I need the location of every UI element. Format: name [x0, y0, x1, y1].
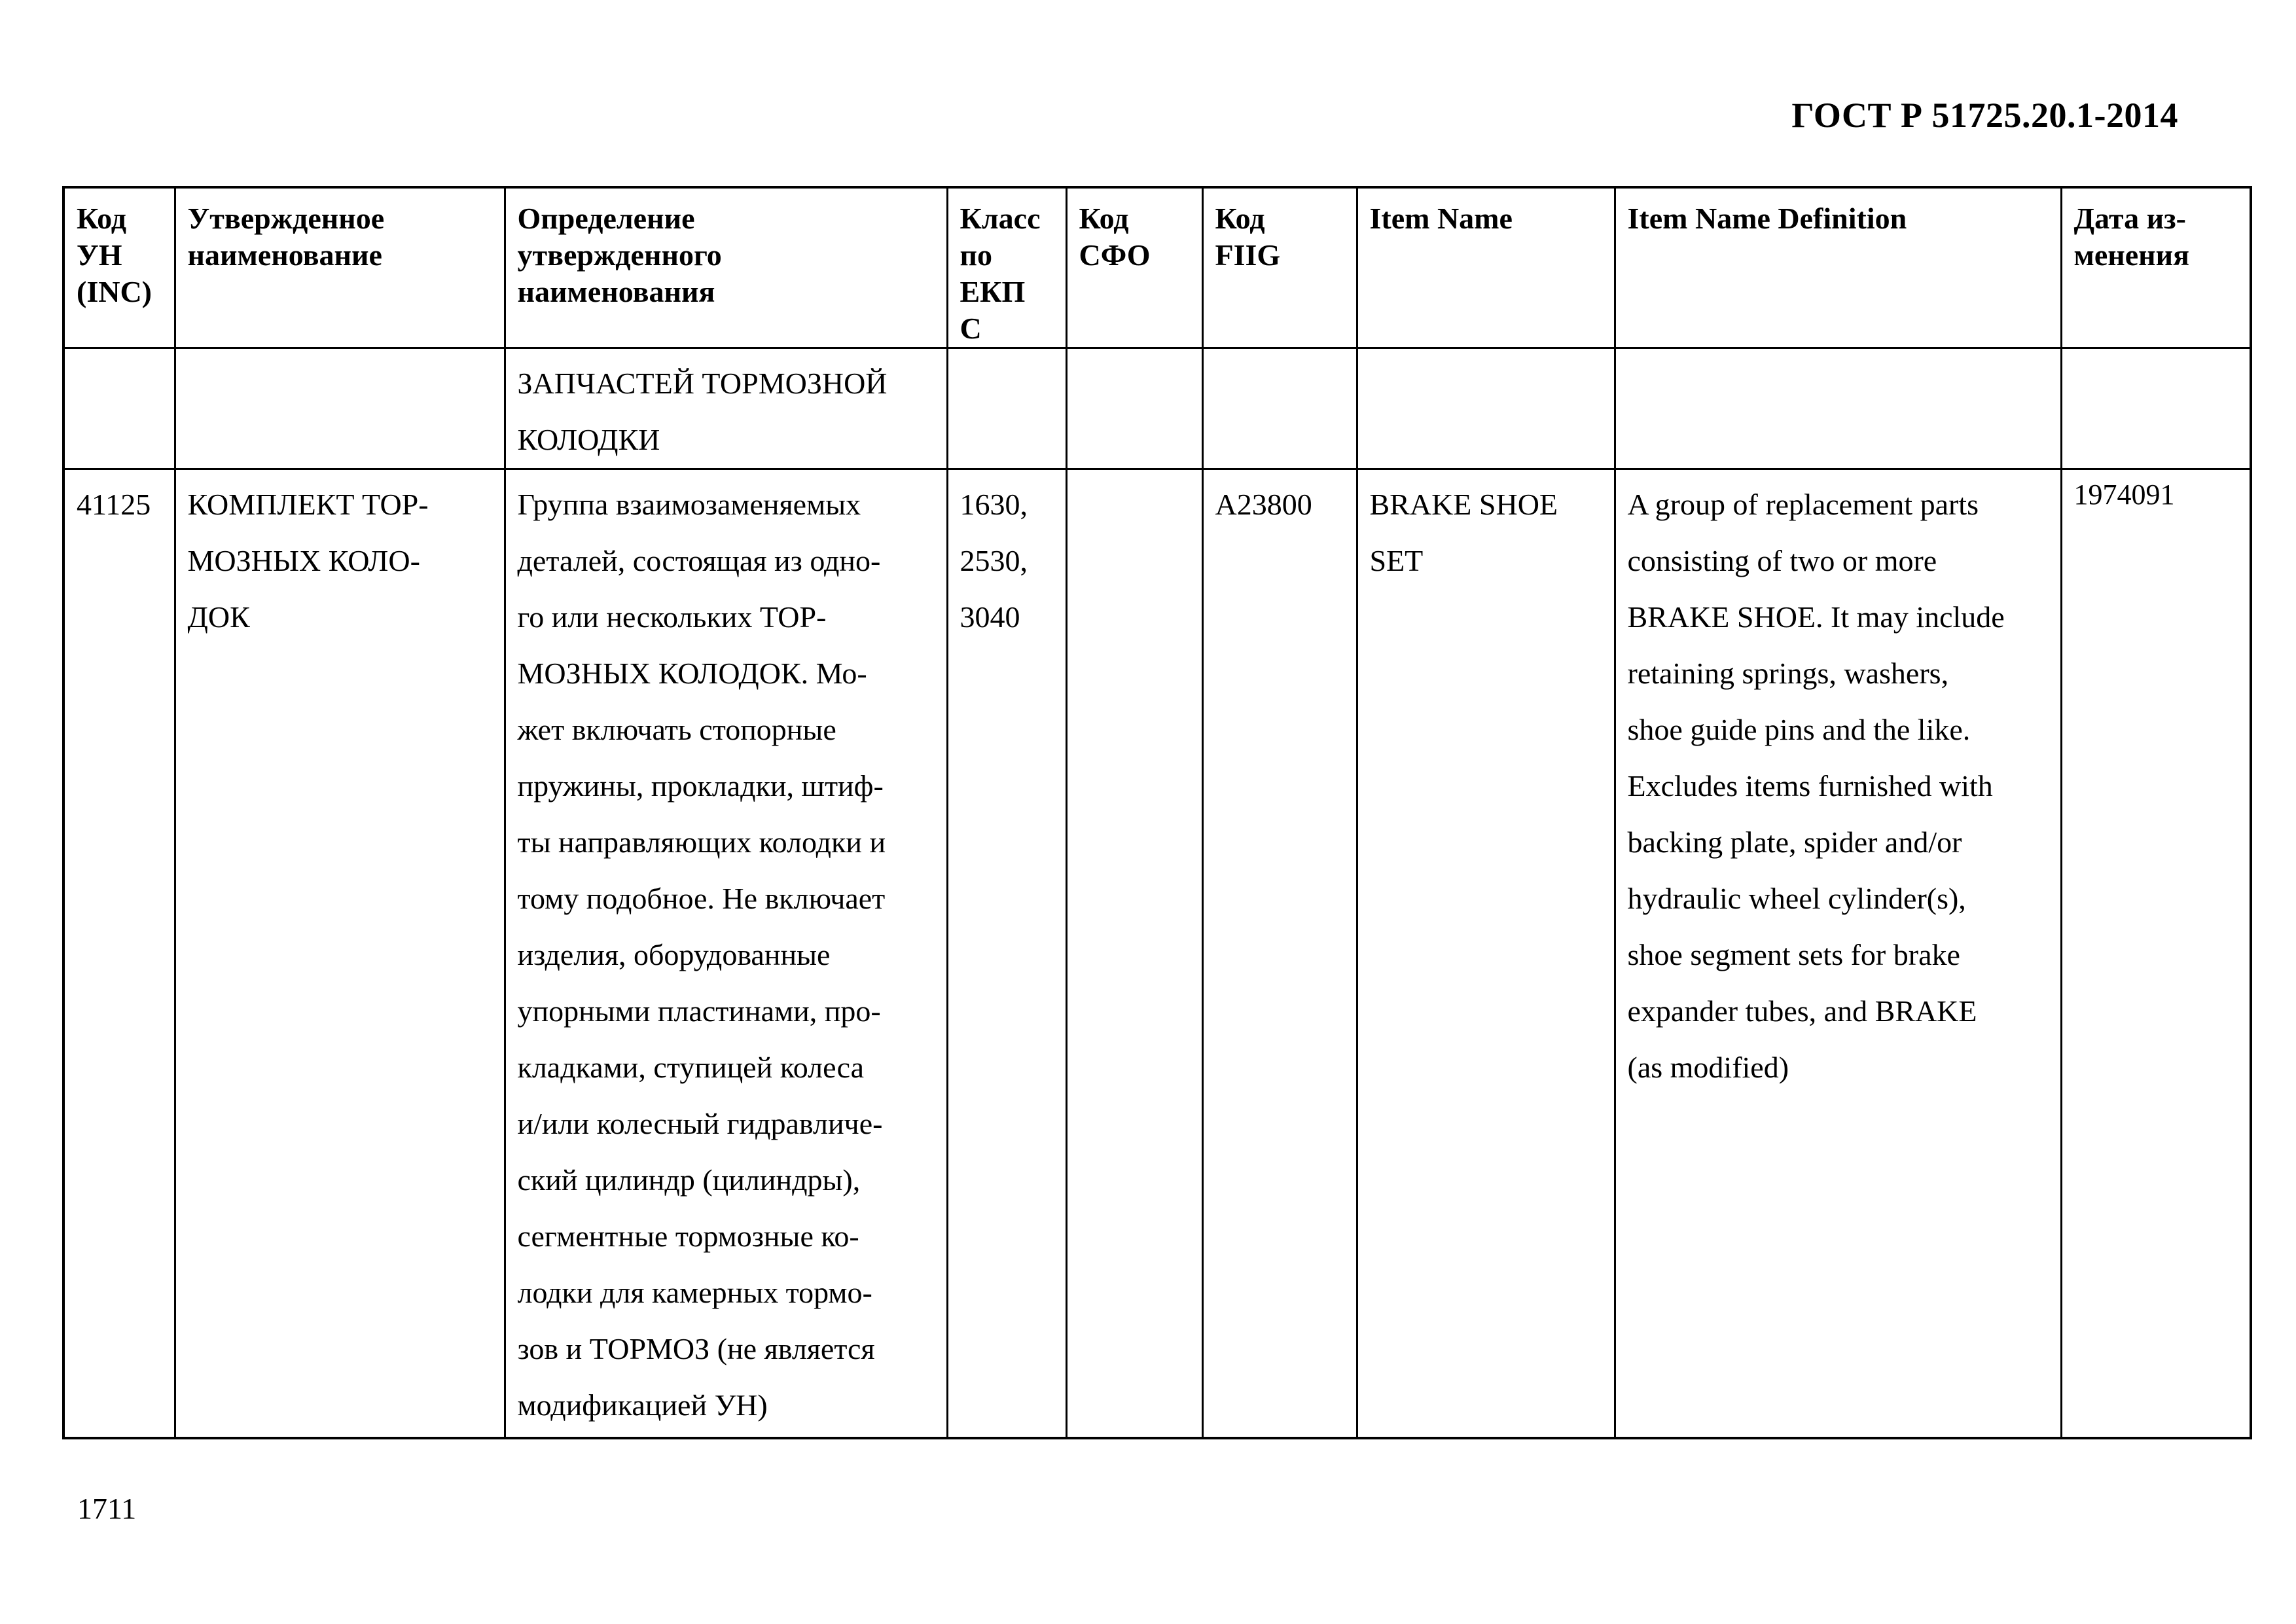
- header-ekps-class: Класс по ЕКП С: [947, 187, 1066, 348]
- header-item-name-definition: Item Name Definition: [1615, 187, 2061, 348]
- table-row: [63, 348, 2251, 469]
- cell-item-name: [1357, 348, 1615, 469]
- cell-ekps-class: 1630, 2530, 3040: [947, 469, 1066, 1439]
- item-name-table: [62, 186, 2252, 1439]
- header-sfo-code: Код СФО: [1066, 187, 1202, 348]
- header-change-date: Дата из- менения: [2061, 187, 2251, 348]
- cell-inc-code: [63, 348, 175, 469]
- cell-ekps-class: [947, 348, 1066, 469]
- header-name-definition: Определение утвержденного наименования: [505, 187, 947, 348]
- cell-sfo-code: [1066, 348, 1202, 469]
- cell-change-date: 1974091: [2061, 469, 2251, 1439]
- header-item-name: Item Name: [1357, 187, 1615, 348]
- cell-item-name-definition: [1615, 348, 2061, 469]
- cell-item-name-definition: A group of replacement parts consisting of two or more BRAKE SHOE. It may include retaining springs, washers, shoe guide pins and the like. Excludes items furnished with backing plate, spider and/or hydraulic wheel cylinder(s), shoe segment sets for brake expander tubes, and BRAKE (as modified): [1615, 469, 2061, 1439]
- cell-change-date: [2061, 348, 2251, 469]
- table-header-row: [63, 187, 2251, 348]
- cell-fiig-code: [1202, 348, 1357, 469]
- cell-inc-code: 41125: [63, 469, 175, 1439]
- cell-name-definition: Группа взаимозаменяемых деталей, состоящая из одно- го или нескольких ТОР- МОЗНЫХ КОЛОДОК. Мо- жет включать стопорные пружины, прокладки, штиф- ты направляющих колодки и тому подобное. Не включает изделия, оборудованные упорными пластинами, про- кладками, ступицей колеса и/или колесный гидравличе- ский цилиндр (цилиндры), сегментные тормозные ко- лодки для камерных тормо- зов и ТОРМОЗ (не является модификацией УН): [505, 469, 947, 1439]
- table-row: [63, 469, 2251, 1439]
- header-inc-code: Код УН (INC): [63, 187, 175, 348]
- cell-fiig-code: A23800: [1202, 469, 1357, 1439]
- page-number: 1711: [77, 1492, 137, 1525]
- header-fiig-code: Код FIIG: [1202, 187, 1357, 348]
- header-approved-name: Утвержденное наименование: [175, 187, 505, 348]
- cell-approved-name: [175, 348, 505, 469]
- document-code: ГОСТ Р 51725.20.1-2014: [1791, 96, 2178, 135]
- cell-approved-name: КОМПЛЕКТ ТОР- МОЗНЫХ КОЛО- ДОК: [175, 469, 505, 1439]
- cell-sfo-code: [1066, 469, 1202, 1439]
- cell-item-name: BRAKE SHOE SET: [1357, 469, 1615, 1439]
- cell-name-definition: ЗАПЧАСТЕЙ ТОРМОЗНОЙ КОЛОДКИ: [505, 348, 947, 469]
